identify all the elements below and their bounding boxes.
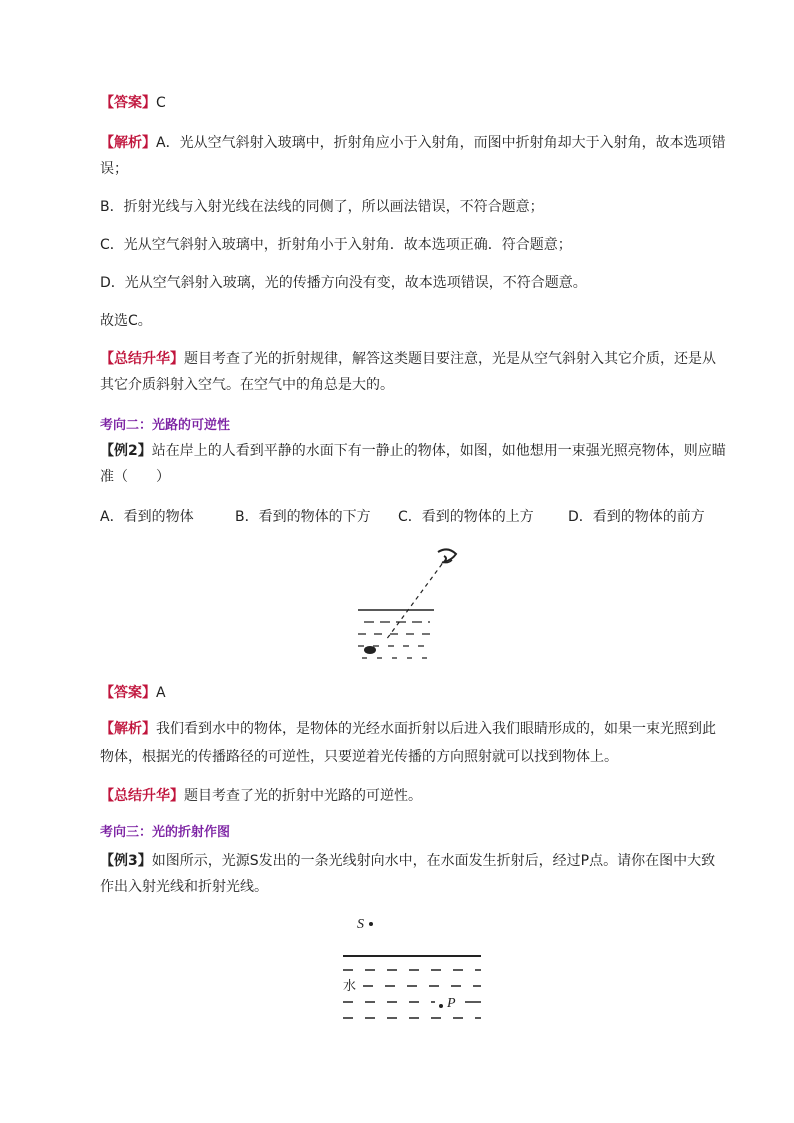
summary-1-line-2: 其它介质斜射入空气。在空气中的角总是大的。: [100, 377, 394, 393]
analysis-2-line-2: 物体，根据光的传播路径的可逆性，只要逆着光传播的方向照射就可以找到物体上。: [100, 749, 618, 765]
analysis-2-line-1: 【解析】我们看到水中的物体，是物体的光经水面折射以后进入我们眼睛形成的，如果一束光照到此: [100, 721, 716, 737]
example-2-option-d: D．看到的物体的前方: [568, 509, 705, 525]
water-label: 水: [343, 979, 357, 994]
analysis-1-conclusion: 故选C。: [100, 313, 152, 329]
refraction-figure-1: [350, 540, 460, 665]
eye-icon: [438, 549, 456, 562]
example-2-option-b: B．看到的物体的下方: [235, 509, 371, 525]
object-mark: [364, 646, 376, 654]
example-2-option-a: A．看到的物体: [100, 509, 194, 525]
analysis-1-line-1: 【解析】A．光从空气斜射入玻璃中，折射角应小于入射角，而图中折射角却大于入射角，故本选项错: [100, 135, 726, 151]
example-3-line-1: 【例3】如图所示，光源S发出的一条光线射向水中，在水面发生折射后，经过P点。请你在图中大致: [100, 853, 716, 869]
example-2-line-1: 【例2】站在岸上的人看到平静的水面下有一静止的物体，如图，如他想用一束强光照亮物体，则应瞄: [100, 443, 726, 459]
point-label: P: [447, 996, 456, 1011]
summary-1-line-1: 【总结升华】题目考查了光的折射规律，解答这类题目要注意，光是从空气斜射入其它介质，还是从: [100, 351, 716, 367]
analysis-1-line-2: 误；: [100, 161, 128, 177]
summary-2: 【总结升华】题目考查了光的折射中光路的可逆性。: [100, 788, 422, 804]
source-dot: [369, 922, 373, 926]
example-2-line-2: 准（ ）: [100, 469, 170, 485]
analysis-1-option-b: B．折射光线与入射光线在法线的同侧了，所以画法错误，不符合题意；: [100, 199, 544, 215]
point-p-dot: [439, 1004, 443, 1008]
answer-1: 【答案】C: [100, 95, 166, 111]
refraction-figure-2: [335, 910, 495, 1030]
example-3-line-2: 作出入射光线和折射光线。: [100, 879, 268, 895]
source-label: S: [357, 917, 364, 932]
example-2-option-c: C．看到的物体的上方: [398, 509, 534, 525]
section-2-title: 考向二：光路的可逆性: [100, 418, 231, 433]
sight-line: [386, 564, 442, 640]
answer-2: 【答案】A: [100, 685, 166, 701]
analysis-1-option-c: C．光从空气斜射入玻璃中，折射角小于入射角．故本选项正确．符合题意；: [100, 237, 572, 253]
analysis-1-option-d: D．光从空气斜射入玻璃，光的传播方向没有变，故本选项错误，不符合题意。: [100, 275, 587, 291]
section-3-title: 考向三：光的折射作图: [100, 825, 231, 840]
